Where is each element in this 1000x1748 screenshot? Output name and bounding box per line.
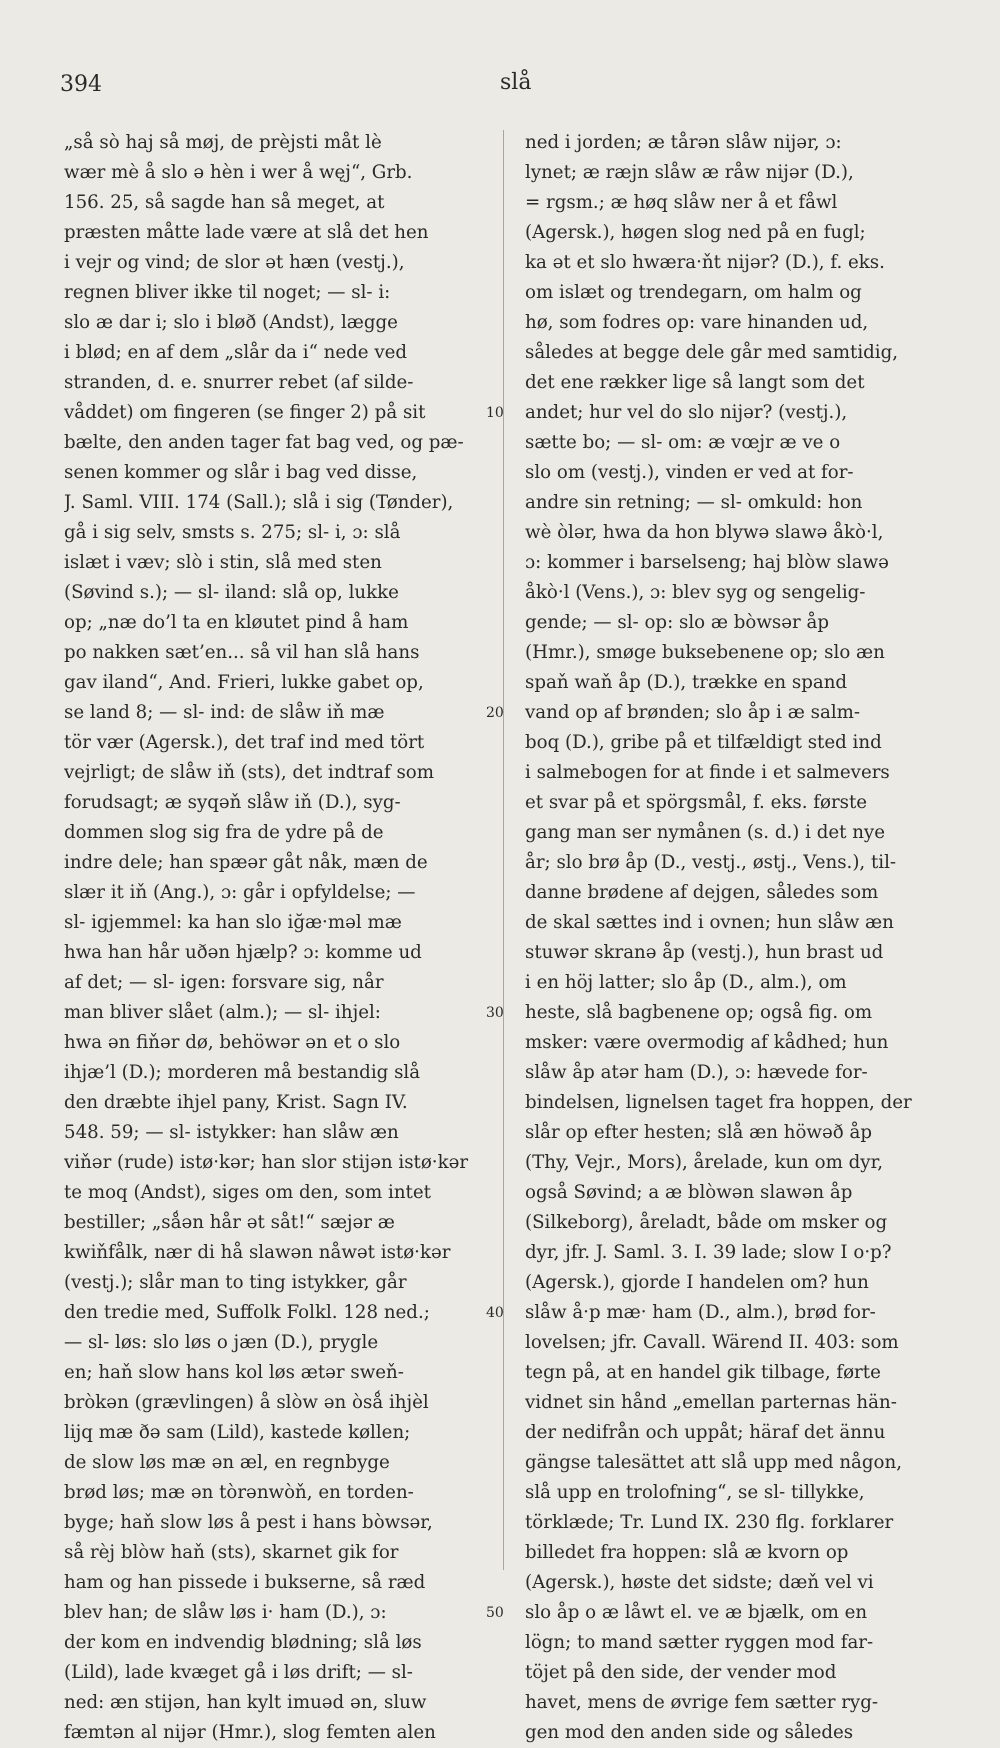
text-line: viňər (rude) istø·kər; han slor stijən istø·kər — [64, 1152, 469, 1173]
text-line: wè òlər, hwa da hon blywə slawə åkò·l, — [525, 522, 884, 543]
text-line: det ene rækker lige så langt som det — [525, 372, 865, 393]
text-line: et svar på et spörgsmål, f. eks. første — [525, 792, 868, 813]
text-line: år; slo brø åp (D., vestj., østj., Vens.), til- — [525, 852, 897, 873]
text-line: også Søvind; a æ blòwən slawən åp — [525, 1182, 853, 1203]
text-line: byge; haň slow løs å pest i hans bòwsər, — [64, 1512, 433, 1533]
line-number: 50 — [486, 1605, 504, 1621]
text-line: ka ət et slo hwæra·ňt nijər? (D.), f. eks. — [525, 252, 885, 273]
text-line: der nedifrån och uppåt; häraf det ännu — [525, 1422, 886, 1443]
line-number: 30 — [486, 1005, 504, 1021]
text-line: i salmebogen for at finde i et salmevers — [525, 762, 890, 783]
text-line: (Søvind s.); — sl- iland: slå op, lukke — [64, 582, 399, 603]
text-line: dyr, jfr. J. Saml. 3. I. 39 lade; slow I o·p? — [525, 1242, 892, 1263]
text-line: op; „næ do’l ta en kløutet pind å ham — [64, 612, 409, 633]
text-line: en; haň slow hans kol løs ætər sweň- — [64, 1362, 404, 1383]
text-line: te moq (Andst), siges om den, som intet — [64, 1182, 431, 1203]
text-line: msker: være overmodig af kådhed; hun — [525, 1032, 889, 1053]
text-line: lovelsen; jfr. Cavall. Wärend II. 403: som — [525, 1332, 899, 1353]
text-line: islæt i væv; slò i stin, slå med sten — [64, 552, 382, 573]
text-line: åkò·l (Vens.), ɔ: blev syg og sengelig- — [525, 582, 866, 603]
text-line: (Hmr.), smøge buksebenene op; slo æn — [525, 642, 885, 663]
text-line: i blød; en af dem „slår da i“ nede ved — [64, 342, 408, 363]
left-column — [64, 128, 474, 1748]
text-line: i vejr og vind; de slor ət hæn (vestj.), — [64, 252, 405, 273]
right-column — [525, 128, 935, 1748]
text-line: — sl- løs: slo løs o jæn (D.), prygle — [64, 1332, 379, 1353]
page-number: 394 — [60, 72, 102, 97]
text-line: stranden, d. e. snurrer rebet (af silde- — [64, 372, 414, 393]
text-line: således at begge dele går med samtidig, — [525, 342, 899, 363]
text-line: slo om (vestj.), vinden er ved at for- — [525, 462, 854, 483]
text-line: våddet) om fingeren (se finger 2) på sit — [64, 402, 426, 423]
text-line: 156. 25, så sagde han så meget, at — [64, 192, 385, 213]
text-line: (Silkeborg), åreladt, både om msker og — [525, 1212, 888, 1233]
text-line: gende; — sl- op: slo æ bòwsər åp — [525, 612, 829, 633]
text-line: bindelsen, lignelsen taget fra hoppen, der — [525, 1092, 912, 1113]
text-line: se land 8; — sl- ind: de slåw iň mæ — [64, 702, 385, 723]
text-line: ihjæ’l (D.); morderen må bestandig slå — [64, 1062, 421, 1083]
text-line: törklæde; Tr. Lund IX. 230 flg. forklarer — [525, 1512, 894, 1533]
text-line: om islæt og trendegarn, om halm og — [525, 282, 862, 303]
text-line: den tredie med, Suffolk Folkl. 128 ned.; — [64, 1302, 430, 1323]
text-line: po nakken sæt’en... så vil han slå hans — [64, 642, 420, 663]
text-line: indre dele; han spæər gåt nåk, mæn de — [64, 852, 428, 873]
text-line: bròkən (grævlingen) å slòw ən òsǻ ihjèl — [64, 1392, 429, 1413]
text-line: hwa han hår uðən hjælp? ɔ: komme ud — [64, 942, 422, 963]
line-number: 10 — [486, 405, 504, 421]
text-line: den dræbte ihjel pany, Krist. Sagn IV. — [64, 1092, 408, 1113]
text-line: slåw å·p mæ· ham (D., alm.), brød for- — [525, 1302, 876, 1323]
text-line: fæmtən al nijər (Hmr.), slog femten alen — [64, 1722, 436, 1743]
line-number: 40 — [486, 1305, 504, 1321]
text-line: spaň waň åp (D.), trække en spand — [525, 672, 848, 693]
text-line: man bliver slået (alm.); — sl- ihjel: — [64, 1002, 381, 1023]
text-line: tegn på, at en handel gik tilbage, førte — [525, 1362, 881, 1383]
text-line: ned i jorden; æ tårən slåw nijər, ɔ: — [525, 132, 842, 153]
text-line: præsten måtte lade være at slå det hen — [64, 222, 429, 243]
text-line: blev han; de slåw løs i· ham (D.), ɔ: — [64, 1602, 387, 1623]
line-number: 20 — [486, 705, 504, 721]
text-line: töjet på den side, der vender mod — [525, 1662, 837, 1683]
running-head: slå — [500, 70, 532, 95]
text-line: bælte, den anden tager fat bag ved, og pæ- — [64, 432, 464, 453]
text-line: (Lild), lade kvæget gå i løs drift; — sl- — [64, 1662, 413, 1683]
text-line: ɔ: kommer i barselseng; haj blòw slawə — [525, 552, 889, 573]
text-line: gen mod den anden side og således — [525, 1722, 854, 1743]
text-line: vejrligt; de slåw iň (sts), det indtraf som — [64, 762, 434, 783]
text-line: slåw åp atər ham (D.), ɔ: hævede for- — [525, 1062, 868, 1083]
text-line: dommen slog sig fra de ydre på de — [64, 822, 384, 843]
text-line: sl- igjemmel: ka han slo iğæ·məl mæ — [64, 912, 402, 933]
text-line: lijq mæ ðə sam (Lild), kastede køllen; — [64, 1422, 411, 1443]
text-line: heste, slå bagbenene op; også fig. om — [525, 1002, 873, 1023]
text-line: forudsagt; æ syqəň slåw iň (D.), syg- — [64, 792, 401, 813]
text-line: i en höj latter; slo åp (D., alm.), om — [525, 972, 847, 993]
text-line: 548. 59; — sl- istykker: han slåw æn — [64, 1122, 399, 1143]
column-divider — [503, 130, 504, 1570]
text-line: senen kommer og slår i bag ved disse, — [64, 462, 418, 483]
text-line: hwa ən fiňər dø, behöwər ən et o slo — [64, 1032, 401, 1053]
text-line: så rèj blòw haň (sts), skarnet gik for — [64, 1542, 399, 1563]
text-line: lögn; to mand sætter ryggen mod far- — [525, 1632, 874, 1653]
text-line: (Agersk.), høgen slog ned på en fugl; — [525, 222, 866, 243]
text-line: havet, mens de øvrige fem sætter ryg- — [525, 1692, 878, 1713]
text-line: tör vær (Agersk.), det traf ind med tört — [64, 732, 425, 753]
text-line: (Thy, Vejr., Mors), årelade, kun om dyr, — [525, 1152, 884, 1173]
text-line: ned: æn stijən, han kylt imuəd ən, sluw — [64, 1692, 427, 1713]
text-line: J. Saml. VIII. 174 (Sall.); slå i sig (Tønder), — [64, 492, 454, 513]
text-line: gav iland“, And. Frieri, lukke gabet op, — [64, 672, 424, 693]
text-line: wær mè å slo ə hèn i wer å węj“, Grb. — [64, 162, 413, 183]
text-line: (Agersk.), høste det sidste; dæň vel vi — [525, 1572, 874, 1593]
text-line: vand op af brønden; slo åp i æ salm- — [525, 702, 861, 723]
text-line: brød løs; mæ ən tòrənwòň, en torden- — [64, 1482, 414, 1503]
text-line: slo åp o æ låwt el. ve æ bjælk, om en — [525, 1602, 868, 1623]
text-line: de slow løs mæ ən æl, en regnbyge — [64, 1452, 390, 1473]
text-line: slå upp en trolofning“, se sl- tillykke, — [525, 1482, 865, 1503]
text-line: der kom en indvendig blødning; slå løs — [64, 1632, 422, 1653]
text-line: lynet; æ ræjn slåw æ råw nijər (D.), — [525, 162, 854, 183]
text-line: slær it iň (Ang.), ɔ: går i opfyldelse; — — [64, 882, 416, 903]
text-line: de skal sættes ind i ovnen; hun slåw æn — [525, 912, 894, 933]
text-line: kwiňfålk, nær di hå slawən nåwət istø·kər — [64, 1242, 451, 1263]
text-line: stuwər skranə åp (vestj.), hun brast ud — [525, 942, 884, 963]
text-line: bestiller; „sǻən hår ət såt!“ sæjər æ — [64, 1212, 395, 1233]
text-line: hø, som fodres op: vare hinanden ud, — [525, 312, 869, 333]
text-line: slår op efter hesten; slå æn höwəð åp — [525, 1122, 872, 1143]
text-line: vidnet sin hånd „emellan parternas hän- — [525, 1392, 897, 1413]
text-line: regnen bliver ikke til noget; — sl- i: — [64, 282, 391, 303]
text-line: slo æ dar i; slo i bløð (Andst), lægge — [64, 312, 398, 333]
text-line: gang man ser nymånen (s. d.) i det nye — [525, 822, 885, 843]
text-line: billedet fra hoppen: slå æ kvorn op — [525, 1542, 849, 1563]
text-line: gängse talesättet att slå upp med någon, — [525, 1452, 902, 1473]
text-line: sætte bo; — sl- om: æ vœjr æ ve o — [525, 432, 841, 453]
text-line: ham og han pissede i bukserne, så ræd — [64, 1572, 426, 1593]
text-line: „så sò haj så møj, de prèjsti måt lè — [64, 132, 382, 153]
text-line: andre sin retning; — sl- omkuld: hon — [525, 492, 863, 513]
text-line: boq (D.), gribe på et tilfældigt sted ind — [525, 732, 882, 753]
text-line: gå i sig selv, smsts s. 275; sl- i, ɔ: slå — [64, 522, 401, 543]
text-line: danne brødene af dejgen, således som — [525, 882, 879, 903]
text-line: = rgsm.; æ høq slåw ner å et fåwl — [525, 192, 838, 213]
text-line: (Agersk.), gjorde I handelen om? hun — [525, 1272, 869, 1293]
text-line: af det; — sl- igen: forsvare sig, når — [64, 972, 384, 993]
text-line: andet; hur vel do slo nijər? (vestj.), — [525, 402, 848, 423]
text-line: (vestj.); slår man to ting istykker, går — [64, 1272, 407, 1293]
